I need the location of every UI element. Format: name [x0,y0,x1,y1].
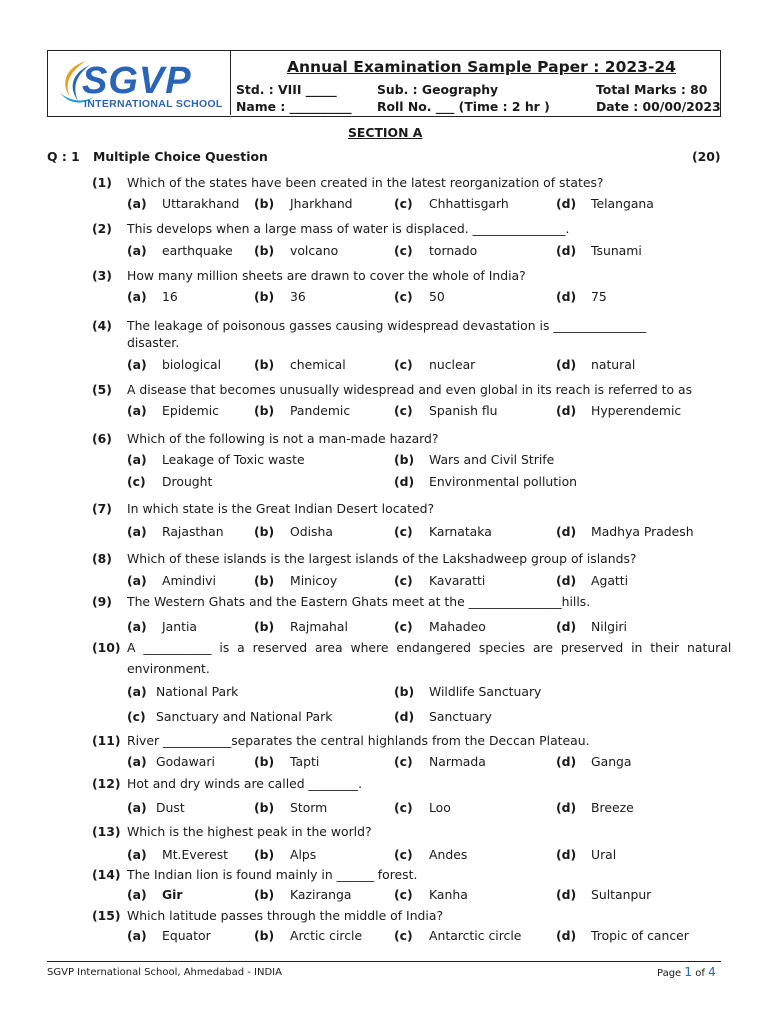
option-text: National Park [156,684,239,699]
option-text: Ganga [591,754,632,769]
footer-school: SGVP International School, Ahmedabad - INDIA [47,967,282,978]
page-word: Page [657,968,682,979]
option-label: (a) [127,357,147,372]
option-label: (b) [394,452,415,467]
option-text: Telangana [591,196,654,211]
name-field: Name : __________ [236,99,352,114]
option-label: (b) [254,403,275,418]
option-label: (b) [254,887,275,902]
option-text: Madhya Pradesh [591,524,694,539]
option-label: (d) [556,243,577,258]
option-text: chemical [290,357,346,372]
option-text: Uttarakhand [162,196,240,211]
option-text: Amindivi [162,573,216,588]
option-text: Chhattisgarh [429,196,509,211]
question-item-number: (2) [92,221,112,236]
of-word: of [695,968,705,979]
option-label: (b) [254,243,275,258]
option-label: (d) [556,403,577,418]
option-label: (b) [254,800,275,815]
option-text: Jantia [162,619,197,634]
question-marks: (20) [692,149,721,164]
option-text: 50 [429,289,445,304]
option-label: (a) [127,243,147,258]
option-text: Hyperendemic [591,403,682,418]
option-text: Narmada [429,754,486,769]
option-text: earthquake [162,243,233,258]
question-item-text: The Indian lion is found mainly in ______ forest. [127,867,418,882]
option-label: (b) [254,928,275,943]
option-label: (b) [394,684,415,699]
option-label: (a) [127,887,147,902]
option-label: (a) [127,289,147,304]
option-label: (d) [556,357,577,372]
question-title: Multiple Choice Question [93,149,268,164]
question-item-number: (7) [92,501,112,516]
option-text: Tropic of cancer [591,928,689,943]
option-label: (b) [254,573,275,588]
logo-text: SGVP [82,60,192,102]
paper-title: Annual Examination Sample Paper : 2023-24 [287,58,676,76]
std-field: Std. : VIII _____ [236,82,337,97]
option-text: Environmental pollution [429,474,578,489]
question-item-number: (14) [92,867,121,882]
option-label: (a) [127,452,147,467]
option-text: Arctic circle [290,928,363,943]
option-text: Jharkhand [290,196,353,211]
option-label: (c) [394,357,413,372]
option-label: (c) [394,754,413,769]
option-label: (b) [254,619,275,634]
question-item-number: (15) [92,908,121,923]
question-item-number: (13) [92,824,121,839]
option-text: nuclear [429,357,476,372]
option-label: (b) [254,847,275,862]
option-text: Antarctic circle [429,928,522,943]
option-label: (c) [394,847,413,862]
option-label: (c) [394,403,413,418]
option-text: Nilgiri [591,619,627,634]
logo-subtext: INTERNATIONAL SCHOOL [84,98,223,110]
option-text: Sultanpur [591,887,652,902]
question-item-text: How many million sheets are drawn to cover the whole of India? [127,268,526,283]
question-item-number: (6) [92,431,112,446]
option-label: (d) [394,474,415,489]
option-label: (c) [394,196,413,211]
option-text: Andes [429,847,468,862]
question-item-text: Which of the following is not a man-made hazard? [127,431,439,446]
section-title: SECTION A [348,125,423,140]
question-item-text: The leakage of poisonous gasses causing widespread devastation is _______________ [127,318,647,333]
option-text: volcano [290,243,339,258]
option-label: (a) [127,754,147,769]
option-label: (c) [394,524,413,539]
question-item-text: Which of the states have been created in the latest reorganization of states? [127,175,604,190]
option-label: (d) [556,196,577,211]
option-text: Sanctuary [429,709,492,724]
option-label: (d) [556,573,577,588]
option-text: Kaziranga [290,887,352,902]
page-number: 1 [684,965,693,979]
question-item-number: (11) [92,733,121,748]
option-text: Godawari [156,754,215,769]
option-text: Wars and Civil Strife [429,452,555,467]
option-text: Mahadeo [429,619,486,634]
question-item-number: (10) [92,640,121,655]
question-number: Q : 1 [47,149,80,164]
option-text: biological [162,357,222,372]
question-item-text: environment. [127,661,210,676]
option-text: Odisha [290,524,333,539]
option-label: (d) [556,800,577,815]
question-item-text: disaster. [127,335,180,350]
question-item-text: This develops when a large mass of water is displaced. _______________. [127,221,570,236]
option-text: Spanish flu [429,403,498,418]
option-text: Kavaratti [429,573,486,588]
option-text: Rajasthan [162,524,224,539]
option-text: Kanha [429,887,468,902]
option-label: (d) [556,524,577,539]
option-text: tornado [429,243,478,258]
option-text: Minicoy [290,573,338,588]
option-text: Mt.Everest [162,847,229,862]
option-label: (c) [394,619,413,634]
question-item-text: Which of these islands is the largest islands of the Lakshadweep group of islands? [127,551,637,566]
option-text: Alps [290,847,317,862]
option-label: (c) [394,243,413,258]
total-marks-field: Total Marks : 80 [596,82,708,97]
question-item-number: (1) [92,175,112,190]
option-text: Pandemic [290,403,351,418]
option-text: Loo [429,800,451,815]
question-item-text: A ___________ is a reserved area where endangered species are preserved in their natural [127,640,732,655]
option-text: Equator [162,928,211,943]
question-item-number: (12) [92,776,121,791]
option-text: 75 [591,289,607,304]
exam-header [47,50,721,117]
question-item-text: The Western Ghats and the Eastern Ghats meet at the _______________hills. [127,594,591,609]
option-label: (a) [127,196,147,211]
question-item-number: (5) [92,382,112,397]
option-text: natural [591,357,636,372]
option-text: Agatti [591,573,629,588]
option-label: (a) [127,524,147,539]
option-label: (a) [127,573,147,588]
option-label: (d) [556,619,577,634]
question-item-text: River ___________separates the central highlands from the Deccan Plateau. [127,733,590,748]
school-logo [48,51,231,115]
option-label: (d) [556,928,577,943]
option-text: Leakage of Toxic waste [162,452,305,467]
date-field: Date : 00/00/2023 [596,99,721,114]
question-item-number: (4) [92,318,112,333]
option-text: Breeze [591,800,634,815]
option-label: (d) [556,887,577,902]
option-label: (c) [127,474,146,489]
question-item-text: In which state is the Great Indian Desert located? [127,501,435,516]
option-label: (c) [394,928,413,943]
option-label: (d) [556,754,577,769]
option-label: (b) [254,524,275,539]
option-label: (a) [127,619,147,634]
option-label: (c) [394,887,413,902]
question-item-number: (9) [92,594,112,609]
question-item-text: Which is the highest peak in the world? [127,824,372,839]
option-text: 36 [290,289,306,304]
option-text: Ural [591,847,617,862]
option-label: (d) [394,709,415,724]
option-label: (a) [127,800,147,815]
option-text: 16 [162,289,178,304]
footer-divider [47,961,721,962]
question-item-number: (8) [92,551,112,566]
option-label: (a) [127,847,147,862]
option-text: Tapti [290,754,320,769]
option-label: (d) [556,289,577,304]
question-item-text: Hot and dry winds are called ________. [127,776,363,791]
option-text: Storm [290,800,328,815]
question-item-text: A disease that becomes unusually widespread and even global in its reach is referred to as [127,382,693,397]
option-label: (a) [127,403,147,418]
option-text: Epidemic [162,403,219,418]
question-item-text: Which latitude passes through the middle of India? [127,908,444,923]
option-text: Gir [162,887,183,902]
question-item-number: (3) [92,268,112,283]
roll-field: Roll No. ___ (Time : 2 hr ) [377,99,550,114]
option-label: (b) [254,196,275,211]
option-text: Tsunami [591,243,642,258]
option-label: (c) [127,709,146,724]
page-indicator [657,965,716,981]
option-label: (c) [394,289,413,304]
option-text: Rajmahal [290,619,348,634]
option-label: (d) [556,847,577,862]
option-label: (b) [254,289,275,304]
option-label: (a) [127,928,147,943]
option-text: Dust [156,800,185,815]
option-text: Wildlife Sanctuary [429,684,542,699]
option-text: Sanctuary and National Park [156,709,333,724]
option-label: (a) [127,684,147,699]
option-text: Drought [162,474,213,489]
option-label: (c) [394,800,413,815]
page-total: 4 [708,965,716,979]
option-label: (b) [254,357,275,372]
option-text: Karnataka [429,524,492,539]
option-label: (b) [254,754,275,769]
subject-field: Sub. : Geography [377,82,499,97]
option-label: (c) [394,573,413,588]
